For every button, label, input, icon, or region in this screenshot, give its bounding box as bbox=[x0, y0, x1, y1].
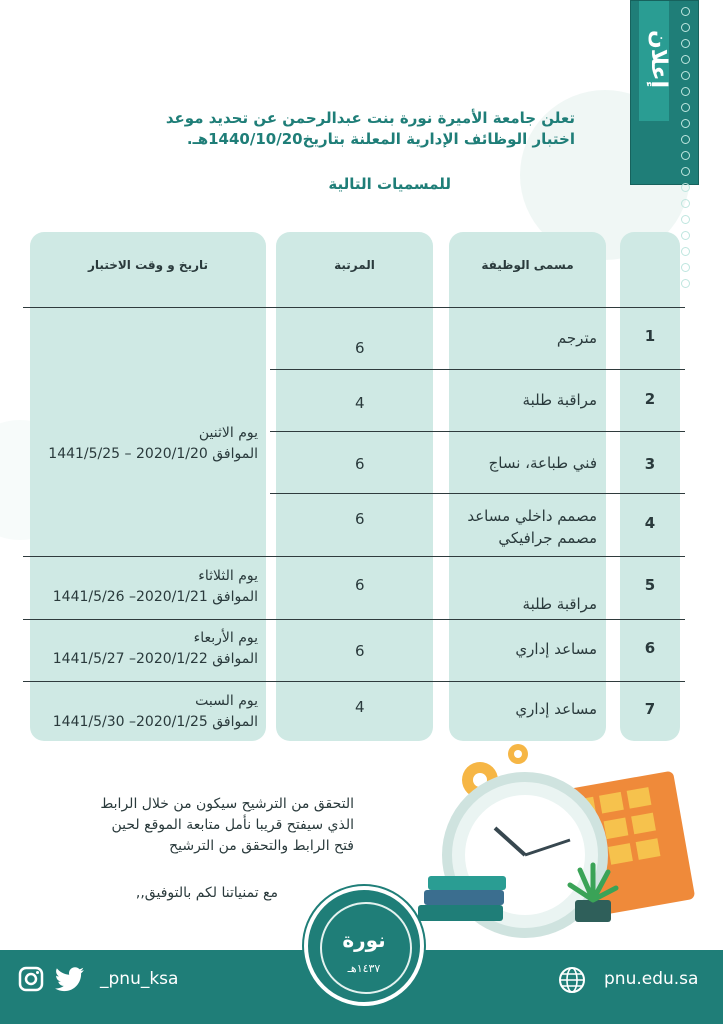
table-divider bbox=[23, 307, 685, 308]
exam-date-detail: الموافق 2020/1/21– 1441/5/26 bbox=[52, 589, 258, 605]
job-title-line2: مصمم جرافيكي bbox=[498, 529, 597, 547]
row-number: 7 bbox=[644, 700, 656, 718]
closing-text: مع تمنياتنا لكم بالتوفيق,, bbox=[135, 885, 278, 901]
instagram-icon[interactable] bbox=[18, 966, 44, 992]
globe-icon[interactable] bbox=[558, 966, 586, 994]
exam-date-detail: الموافق 2020/1/25– 1441/5/30 bbox=[52, 714, 258, 730]
job-rank: 4 bbox=[355, 698, 365, 716]
clock-illustration bbox=[410, 740, 710, 950]
column-rank bbox=[276, 232, 433, 741]
exam-date bbox=[53, 566, 258, 608]
exam-day: يوم الاثنين bbox=[198, 425, 258, 441]
table-divider bbox=[270, 493, 685, 494]
job-rank: 6 bbox=[355, 455, 365, 473]
job-rank: 6 bbox=[355, 576, 365, 594]
header-job: مسمى الوظيفة bbox=[481, 258, 574, 272]
exam-day: يوم الثلاثاء bbox=[198, 568, 258, 584]
notice-text bbox=[54, 794, 354, 857]
intro-line: تعلن جامعة الأميرة نورة بنت عبدالرحمن عن تحديد موعد bbox=[165, 109, 575, 127]
exam-day: يوم السبت bbox=[195, 693, 258, 709]
exam-date bbox=[53, 691, 258, 733]
job-title: مصمم داخلي مساعد bbox=[467, 507, 597, 525]
table-divider bbox=[23, 556, 685, 557]
table-divider bbox=[270, 431, 685, 432]
column-number bbox=[620, 232, 680, 741]
job-title: مترجم bbox=[556, 329, 597, 347]
exam-date-detail: الموافق 2020/1/22– 1441/5/27 bbox=[52, 651, 258, 667]
job-title: مساعد إداري bbox=[515, 640, 597, 658]
job-title: مساعد إداري bbox=[515, 700, 597, 718]
job-title: مراقبة طلبة bbox=[522, 595, 597, 613]
row-number: 4 bbox=[644, 514, 656, 532]
exam-day: يوم الأربعاء bbox=[193, 630, 258, 646]
row-number: 3 bbox=[644, 455, 656, 473]
twitter-icon[interactable] bbox=[54, 966, 86, 992]
header-date: تاريخ و وقت الاختبار bbox=[88, 258, 208, 272]
ribbon-label: إعلان bbox=[646, 29, 671, 89]
table-divider bbox=[270, 369, 685, 370]
intro-line: اختبار الوظائف الإدارية المعلنة بتاريخ1440/10/20هـ. bbox=[186, 130, 575, 148]
table-divider bbox=[23, 681, 685, 682]
exam-date bbox=[53, 628, 258, 670]
job-rank: 4 bbox=[355, 394, 365, 412]
row-number: 5 bbox=[644, 576, 656, 594]
social-handle[interactable]: _pnu_ksa bbox=[100, 969, 179, 989]
books-illustration bbox=[418, 876, 506, 921]
row-number: 6 bbox=[644, 639, 656, 657]
job-rank: 6 bbox=[355, 642, 365, 660]
logo-year: ١٤٣٧هـ bbox=[347, 962, 381, 975]
column-job bbox=[449, 232, 606, 741]
university-logo bbox=[304, 886, 424, 1006]
logo-text: نورة bbox=[342, 928, 386, 952]
row-number: 1 bbox=[644, 327, 656, 345]
header-rank: المرتبة bbox=[334, 258, 375, 272]
row-number: 2 bbox=[644, 390, 656, 408]
job-title: فني طباعة، نساج bbox=[488, 454, 597, 472]
announcement-ribbon bbox=[630, 0, 699, 185]
job-title: مراقبة طلبة bbox=[522, 391, 597, 409]
exam-date-detail: الموافق 2020/1/20 – 1441/5/25 bbox=[48, 446, 258, 462]
intro-subtitle: للمسميات التالية bbox=[328, 175, 451, 193]
job-rank: 6 bbox=[355, 510, 365, 528]
website-link[interactable]: pnu.edu.sa bbox=[604, 969, 699, 989]
announcement-intro bbox=[115, 108, 575, 150]
table-divider bbox=[23, 619, 685, 620]
exam-date bbox=[48, 423, 258, 465]
notice-line: فتح الرابط والتحقق من الترشيح bbox=[169, 838, 354, 854]
notice-line: الذي سيفتح قريبا نأمل متابعة الموقع لحين bbox=[111, 817, 354, 833]
job-rank: 6 bbox=[355, 339, 365, 357]
notice-line: التحقق من الترشيح سيكون من خلال الرابط bbox=[100, 796, 354, 812]
